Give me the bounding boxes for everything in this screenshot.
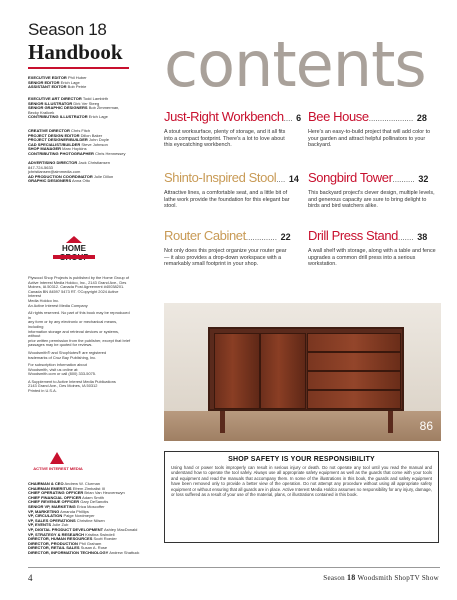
publisher-line: Media Holdco Inc. <box>28 297 60 303</box>
entry-bee-house[interactable] <box>308 110 436 149</box>
publisher-line: prior written permission from the publisher, except that brief <box>28 337 131 343</box>
credit-role: CHIEF OPERATING OFFICER <box>28 490 84 496</box>
credit-name: Phil Huber <box>67 75 87 80</box>
credit-role: CHIEF FINANCIAL OFFICER <box>28 494 82 500</box>
publisher-line: trademarks of Cruz Bay Publishing, Inc. <box>28 354 97 360</box>
home-group-logo <box>49 236 99 270</box>
footer-show-name: Woodsmith ShopTV Show <box>357 574 439 582</box>
credit-role: SENIOR EDITOR <box>28 79 60 85</box>
credit-name: Erica Moscoffer <box>76 503 105 509</box>
credit-role: AD PRODUCTION COORDINATOR <box>28 173 93 179</box>
credit-name: Marc Hopkins <box>62 146 87 152</box>
photo-page-ref: 86 <box>419 419 433 433</box>
publisher-line: 2143 Grand Ave., Des Moines, IA 50312 <box>28 383 98 389</box>
credit-name: Christine Nilsen <box>76 517 105 523</box>
publisher-line: Woodsmith, visit us online at: <box>28 366 79 372</box>
entry-description: Attractive lines, a comfortable seat, and a little bit of lathe work provide the foundation for this elegant bar stool. <box>164 190 290 210</box>
credit-name: Erich Lage <box>88 114 108 120</box>
credit-role: SENIOR VP, MARKETING <box>28 503 76 509</box>
credit-name: John Doyle <box>88 137 109 143</box>
credit-role: PROJECT DESIGN EDITOR <box>28 132 80 138</box>
credit-role: VP, MARKETING <box>28 508 60 514</box>
credit-name: Dirk Ver Steeg <box>73 100 100 106</box>
aim-mark-icon <box>50 452 64 464</box>
entry-router-cabinet[interactable] <box>164 229 292 268</box>
credit-role: VP, CIRCULATION <box>28 513 63 519</box>
credit-role: SENIOR GRAPHIC DESIGNERS <box>28 105 88 111</box>
credit-role: CREATIVE DIRECTOR <box>28 128 70 133</box>
title-divider <box>28 67 129 69</box>
cabinet-drawer <box>307 390 401 409</box>
publisher-line: An Active Interest Media Company <box>28 302 88 308</box>
safety-title: SHOP SAFETY IS YOUR RESPONSIBILITY <box>228 456 375 463</box>
credit-name: Chris Hennessey <box>95 150 126 156</box>
entry-dots: .... <box>276 175 286 184</box>
credit-role: ADVERTISING DIRECTOR <box>28 160 78 165</box>
credit-name: Amanda Phillips <box>60 508 89 514</box>
cabinet-door <box>260 333 306 409</box>
cabinet-drawer <box>307 333 401 352</box>
cabinet-leg <box>388 411 393 433</box>
credit-name: Adam Smith <box>82 494 104 500</box>
entry-page: 22 <box>280 232 291 242</box>
contents-title: contents <box>164 28 426 101</box>
editorial-credits <box>28 76 132 90</box>
credit-role: PROJECT DESIGNER/BUILDER <box>28 137 88 143</box>
credit-name: Efrem Zimbalist III <box>72 485 105 491</box>
publisher-line: A Supplement to Active Interest Media Publications <box>28 378 116 384</box>
aim-logo <box>28 452 88 478</box>
logo-bar <box>53 255 95 259</box>
credit-role: VP, STRATEGY & RESEARCH <box>28 531 85 537</box>
credit-line <box>28 152 132 157</box>
credit-role: VP, DIGITAL PRODUCT DEVELOPMENT <box>28 526 104 532</box>
credit-role: SHOP MANAGER <box>28 146 62 152</box>
credit-role: CAD SPECIALIST/BUILDER <box>28 141 81 147</box>
credit-role: ASSISTANT EDITOR <box>28 84 67 90</box>
credit-role: VP, SALES OPERATIONS <box>28 517 76 523</box>
credit-name: Ashley MacDonald <box>104 526 138 532</box>
page-number: 4 <box>28 573 33 583</box>
credit-name: Scott Roeder <box>93 536 117 542</box>
publisher-line: passages may be quoted for reviews. <box>28 342 93 348</box>
entry-title: Drill Press Stand <box>308 228 399 243</box>
safety-body: Using hand or power tools improperly can result in serious injury or death. Do not operate any tool until you read the manual and understand how to operate the tool safely. Always use all appropriate safety equipment as well as the guards that come with your tools and equipment and read the manuals that accompany them. In some of the illustrations in this book, the guards and safety equipment have been removed only to provide a better view of the operation. Do not attempt any procedure without using all appropriate safety equipment or without ensuring that all guards are in place. Active Interest Media Holdco assumes no responsibility for any injury, damage, or loss suffered as a result of your use of the material, plans, or illustrations contained in this book. <box>171 465 432 498</box>
footer-season-label: Season <box>323 574 345 582</box>
entry-songbird-tower[interactable] <box>308 171 436 210</box>
credit-role: DIRECTOR, RETAIL SALES <box>28 545 80 551</box>
cabinet-image <box>208 327 404 411</box>
publisher-line: Canada BN 84597 5473 RT. ©Copyright 2024 Active Interest <box>28 288 119 299</box>
entry-page: 6 <box>296 113 302 123</box>
credit-name: Jack Christiansen <box>78 160 110 165</box>
publisher-line: Printed in U.S.A. <box>28 388 57 394</box>
entry-stool[interactable] <box>164 170 299 210</box>
entry-page: 32 <box>418 174 429 184</box>
credit-name: Brian Van Heuverswyn <box>84 490 125 496</box>
publisher-line: Plywood Shop Projects is published by the Home Group of <box>28 275 129 280</box>
advertising-credits <box>28 161 132 184</box>
credit-role: GRAPHIC DESIGNERS <box>28 178 72 184</box>
footer-publication <box>323 573 439 582</box>
credit-name: 847-724-5633 <box>28 164 53 170</box>
handbook-title: Handbook <box>28 40 123 64</box>
entry-workbench[interactable] <box>164 109 302 149</box>
credit-role: CONTRIBUTING ILLUSTRATOR <box>28 114 88 120</box>
photo-floor <box>164 411 441 441</box>
home-group-name: HOME <box>62 244 86 253</box>
credit-name: Bob Petrie <box>67 84 87 90</box>
entry-dots: .................... <box>368 114 414 123</box>
footer-rule <box>28 567 440 568</box>
credit-name: Julie Dillon <box>93 173 114 179</box>
entry-page: 38 <box>417 232 428 242</box>
entry-description: A stout worksurface, plenty of storage, and it all fits into a compact footprint. There's a lot to love about this eyecatching workbench. <box>164 129 286 149</box>
credit-line <box>28 85 132 90</box>
house-roof-icon <box>66 236 82 243</box>
cabinet-door <box>214 333 260 409</box>
publisher-line: All rights reserved. No part of this book may be reproduced in <box>28 310 130 320</box>
cabinet-drawer <box>307 371 401 390</box>
entry-dots: .......... <box>392 175 415 184</box>
credit-role: DIRECTOR, INFORMATION TECHNOLOGY <box>28 549 109 555</box>
credit-name: Bob Zimmerman, <box>88 105 120 111</box>
credit-role: CHAIRMAN & CEO <box>28 481 64 486</box>
credit-name: Andrew Shattuck <box>109 549 140 555</box>
credit-name: Erich Lage <box>60 79 80 85</box>
entry-description: Here's an easy-to-build project that will add color to your garden and attract helpful pollinators to your backyard. <box>308 129 431 149</box>
credit-role: SENIOR ILLUSTRATOR <box>28 100 73 106</box>
credit-name: Paige Nordmeyer <box>63 513 95 519</box>
credit-name: Anna Otto <box>72 178 91 184</box>
entry-page: 14 <box>288 174 299 184</box>
entry-drill-press-stand[interactable] <box>308 229 436 268</box>
footer-season-number: 18 <box>347 573 356 582</box>
publisher-text <box>28 276 132 394</box>
credit-name: Andrew W. Clurman <box>64 481 101 486</box>
credit-name: Becky Kralicek <box>28 109 55 115</box>
credit-name: Steve Johnson <box>81 141 108 147</box>
credit-role: CHAIRMAN EMERITUS <box>28 485 72 491</box>
credit-role: EXECUTIVE ART DIRECTOR <box>28 96 82 101</box>
publisher-line: Moines, IA 50312. Canada Post Agreement #40038201. <box>28 284 125 290</box>
credit-name: Phil Graham <box>79 540 102 546</box>
credit-line <box>28 179 132 184</box>
season-label: Season 18 <box>28 20 107 39</box>
credit-name: jchristiansen@aimmedia.com <box>28 169 81 175</box>
credit-line <box>28 115 132 120</box>
cabinet-drawer <box>307 352 401 371</box>
credit-name: Todd Lambirth <box>82 96 109 101</box>
credit-role: EXECUTIVE EDITOR <box>28 75 67 80</box>
entry-description: Not only does this project organize your router gear — it also provides a drop-down workspace with a remarkably small footprint in your shop. <box>164 248 287 268</box>
publisher-line: For subscription information about <box>28 362 87 368</box>
credit-name: Susan A. Rose <box>80 545 108 551</box>
credit-name: Chris Fitch <box>70 128 91 133</box>
publisher-line: Woodsmith® and ShopNotes® are registered <box>28 349 107 355</box>
credit-line <box>28 549 140 556</box>
corporate-credits <box>28 481 140 556</box>
entry-description: A wall shelf with storage, along with a table and fence upgrades a common drill press into a serious workstation. <box>308 248 436 268</box>
entry-title: Shinto-Inspired Stool <box>164 170 277 185</box>
credit-role: CONTRIBUTING PHOTOGRAPHER <box>28 150 94 156</box>
entry-page: 28 <box>416 113 427 123</box>
publisher-line: information storage and retrieval devices or systems, without <box>28 328 120 339</box>
entry-title: Router Cabinet <box>164 228 246 243</box>
credit-name: Gary DeSanctis <box>80 499 109 505</box>
creative-credits <box>28 129 132 157</box>
credit-name: Dillon Baker <box>80 132 103 138</box>
entry-title: Just-Right Workbench <box>164 109 284 124</box>
art-credits <box>28 97 132 120</box>
credit-role: DIRECTOR, PRODUCTION <box>28 540 78 546</box>
entry-title: Bee House <box>308 109 369 124</box>
credit-name: Kristina Swindell <box>85 531 115 537</box>
credit-role: CHIEF REVENUE OFFICER <box>28 499 80 505</box>
credit-name: Julie Zub <box>52 522 69 528</box>
publisher-line: any form or by any electronic or mechanical means, including <box>28 319 118 329</box>
aim-logo-text: ACTIVE INTEREST MEDIA <box>33 466 83 471</box>
credit-role: DIRECTOR, HUMAN RESOURCES <box>28 536 93 542</box>
cabinet-leg <box>220 411 225 433</box>
entry-description: This backyard project's clever design, multiple levels, and generous capacity are sure to bring delight to birds and bird watchers alike. <box>308 190 435 210</box>
publisher-line: Woodsmith.com or call (800) 333-5075. <box>28 371 97 377</box>
entry-dots: .... <box>283 114 293 123</box>
entry-dots: .............. <box>245 233 277 242</box>
credit-role: VP, EVENTS <box>28 522 52 528</box>
entry-title: Songbird Tower <box>308 170 393 185</box>
featured-project-photo <box>164 303 441 441</box>
safety-notice <box>164 451 439 543</box>
entry-dots: ....... <box>398 233 414 242</box>
publisher-line: Active Interest Media Holdco, Inc., 2143 Grand Ave., Des <box>28 279 127 285</box>
